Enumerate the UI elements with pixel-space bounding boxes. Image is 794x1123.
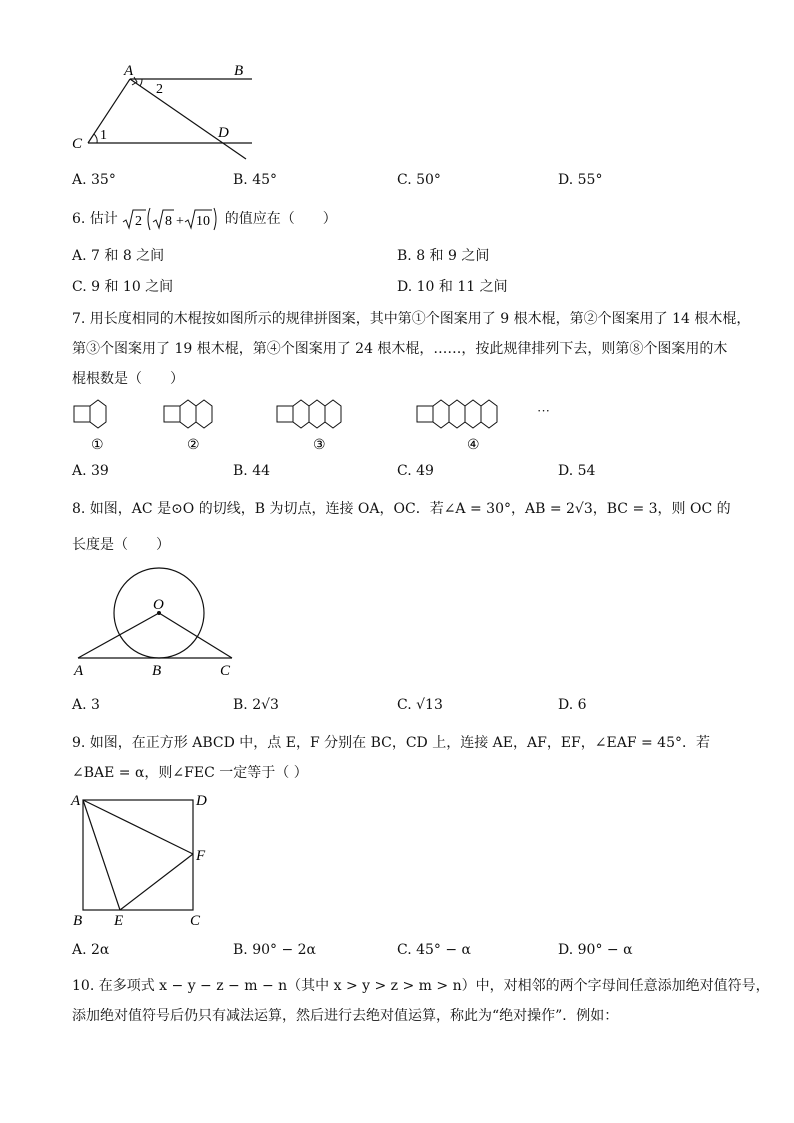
q8-label-C: C xyxy=(220,663,231,679)
q8-label-O: O xyxy=(153,597,164,613)
label-angle-1: 1 xyxy=(100,128,107,143)
q8-figure xyxy=(70,565,250,680)
q7-option-b[interactable]: B. 44 xyxy=(233,463,271,479)
q8-stem-line1: 8. 如图，AC 是⊙O 的切线，B 为切点，连接 OA，OC．若∠A = 30°，AB = 2√3，BC = 3，则 OC 的 xyxy=(72,501,731,517)
q9-label-A: A xyxy=(71,793,81,809)
q8-option-a[interactable]: A. 3 xyxy=(72,697,100,713)
pattern-3 xyxy=(277,400,341,428)
pattern-label-4: ④ xyxy=(467,438,480,453)
q6-rad-2: 2 xyxy=(135,214,143,229)
label-angle-2: 2 xyxy=(156,82,163,97)
label-B: B xyxy=(234,63,244,79)
q5-figure xyxy=(60,55,260,165)
q6-option-c[interactable]: C. 9 和 10 之间 xyxy=(72,279,174,295)
q6-rad-10: 10 xyxy=(196,214,211,229)
q9-label-D: D xyxy=(196,793,207,809)
q7-pattern-figure xyxy=(70,398,560,458)
q8-option-d[interactable]: D. 6 xyxy=(558,697,587,713)
q7-stem-line1: 7. 用长度相同的木棍按如图所示的规律拼图案，其中第①个图案用了 9 根木棍，第②个图案用了 14 根木棍， xyxy=(72,311,751,327)
q8-label-A: A xyxy=(74,663,84,679)
q9-option-b[interactable]: B. 90° − 2α xyxy=(233,942,316,958)
q8-option-b[interactable]: B. 2√3 xyxy=(233,697,279,713)
q9-label-F: F xyxy=(196,848,206,864)
q9-label-E: E xyxy=(114,913,124,929)
pattern-label-2: ② xyxy=(187,438,200,453)
pattern-1 xyxy=(74,400,106,428)
label-A: A xyxy=(124,63,134,79)
q7-stem-line3: 棍根数是（ ） xyxy=(72,371,184,387)
q5-option-c[interactable]: C. 50° xyxy=(397,172,441,188)
q5-option-d[interactable]: D. 55° xyxy=(558,172,603,188)
q6-stem-prefix: 6. 估计 xyxy=(72,211,118,227)
q6-expression xyxy=(122,206,220,232)
q8-stem-line2: 长度是（ ） xyxy=(72,537,170,553)
q5-option-b[interactable]: B. 45° xyxy=(233,172,278,188)
q6-option-a[interactable]: A. 7 和 8 之间 xyxy=(72,248,165,264)
q6-option-b[interactable]: B. 8 和 9 之间 xyxy=(397,248,490,264)
q10-stem-line2: 添加绝对值符号后仍只有减法运算，然后进行去绝对值运算，称此为“绝对操作”．例如： xyxy=(72,1008,619,1024)
pattern-label-3: ③ xyxy=(313,438,326,453)
q10-stem-line1: 10. 在多项式 x − y − z − m − n（其中 x > y > z > m > n）中，对相邻的两个字母间任意添加绝对值符号， xyxy=(72,978,770,994)
q6-stem-suffix: 的值应在（ ） xyxy=(224,211,337,227)
q6-plus: + xyxy=(176,214,185,229)
q9-figure xyxy=(68,790,218,930)
q9-option-d[interactable]: D. 90° − α xyxy=(558,942,633,958)
label-C: C xyxy=(72,136,83,152)
pattern-ellipsis: ··· xyxy=(537,403,550,418)
q6-rad-8: 8 xyxy=(165,214,173,229)
q9-label-B: B xyxy=(73,913,83,929)
q9-label-C: C xyxy=(190,913,201,929)
q7-stem-line2: 第③个图案用了 19 根木棍，第④个图案用了 24 根木棍，……，按此规律排列下去，则第⑧个图案用的木 xyxy=(72,341,728,357)
pattern-label-1: ① xyxy=(91,438,104,453)
q6-option-d[interactable]: D. 10 和 11 之间 xyxy=(397,279,508,295)
pattern-2 xyxy=(164,400,212,428)
q9-stem-line1: 9. 如图，在正方形 ABCD 中，点 E，F 分别在 BC，CD 上，连接 AE，AF，EF，∠EAF = 45°．若 xyxy=(72,735,710,751)
label-D: D xyxy=(218,125,229,141)
q7-option-d[interactable]: D. 54 xyxy=(558,463,596,479)
q5-option-a[interactable]: A. 35° xyxy=(72,172,116,188)
q6-stem xyxy=(72,206,337,232)
q7-option-a[interactable]: A. 39 xyxy=(72,463,109,479)
q9-stem-line2: ∠BAE = α，则∠FEC 一定等于（ ） xyxy=(72,765,308,781)
q8-label-B: B xyxy=(152,663,162,679)
q8-option-c[interactable]: C. √13 xyxy=(397,697,443,713)
pattern-4 xyxy=(417,400,497,428)
q9-option-c[interactable]: C. 45° − α xyxy=(397,942,472,958)
q9-option-a[interactable]: A. 2α xyxy=(72,942,110,958)
q7-option-c[interactable]: C. 49 xyxy=(397,463,434,479)
